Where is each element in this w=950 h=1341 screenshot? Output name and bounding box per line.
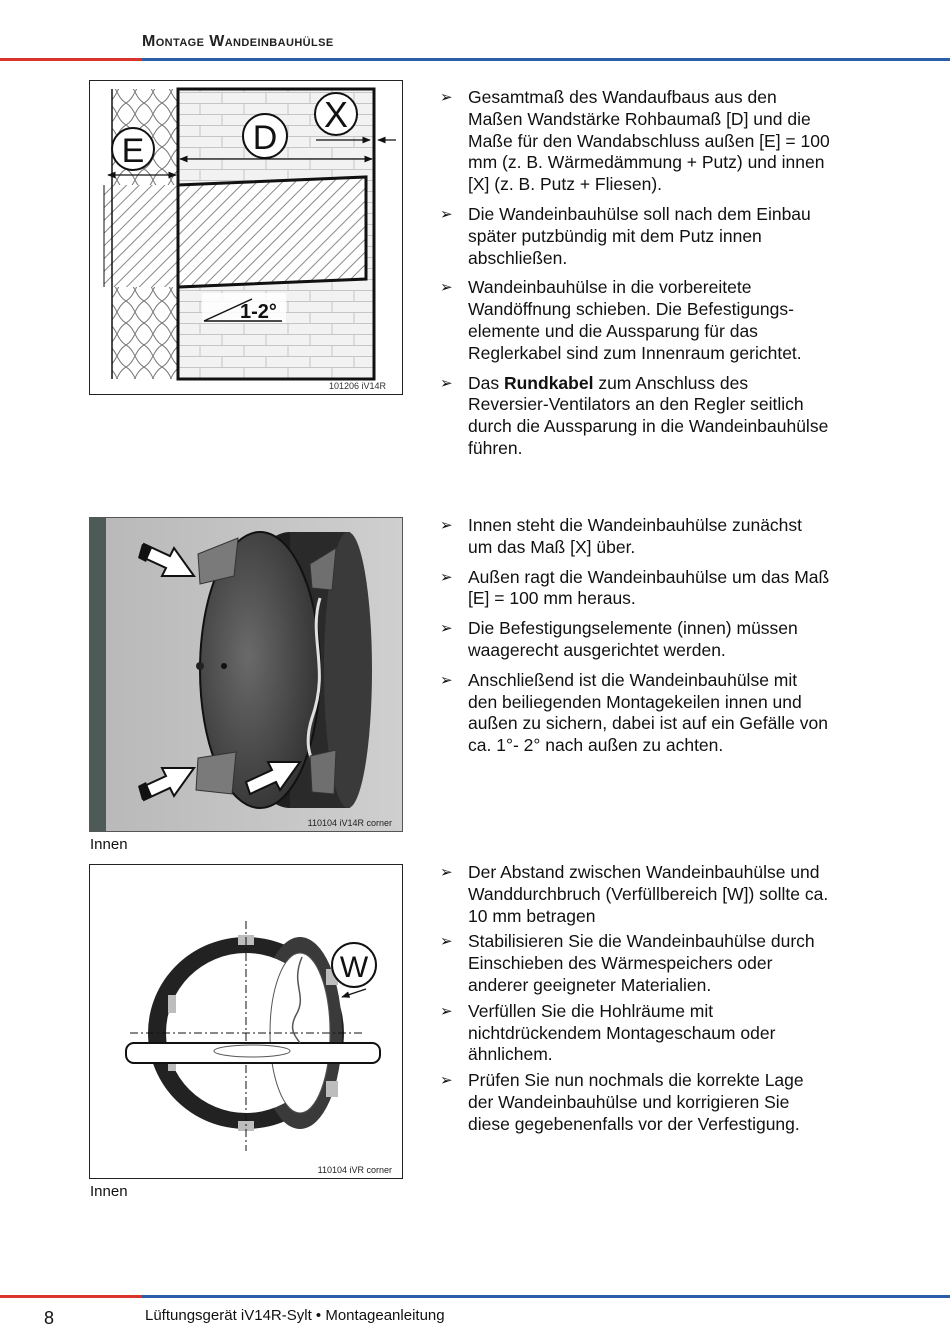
list-item: ➢ Das Rundkabel zum Anschluss des Reversier-Ventilators an den Regler seitlich durch die Aussparung in die Wandeinbauhülse führen. xyxy=(440,372,829,458)
figure-code: 110104 iVR corner xyxy=(317,1165,392,1175)
angle-label: 1-2° xyxy=(240,301,277,323)
figure-caption: Innen xyxy=(90,836,128,853)
emphasis: Rundkabel xyxy=(503,372,594,393)
bullet-arrow-icon: ➢ xyxy=(440,374,453,392)
bullet-arrow-icon: ➢ xyxy=(440,671,453,689)
footer-rule-red xyxy=(0,1295,142,1298)
label-e: E xyxy=(121,132,145,170)
bullet-arrow-icon: ➢ xyxy=(440,933,453,951)
section-title: Montage Wandeinbauhülse xyxy=(142,33,334,50)
list-item: ➢ Die Befestigungselemente (innen) müssen waagerecht ausgerichtet werden. xyxy=(440,618,798,660)
bullet-arrow-icon: ➢ xyxy=(440,620,453,638)
list-item: ➢ Stabilisieren Sie die Wandeinbauhülse durch Einschieben des Wärmespeichers oder anderer geeigneter Materialien. xyxy=(440,931,815,995)
list-item: ➢ Verfüllen Sie die Hohlräume mit nichtdrückendem Montageschaum oder ähnlichem. xyxy=(440,1000,776,1065)
header-rule-blue xyxy=(142,58,950,61)
footer-rule-blue xyxy=(142,1295,950,1298)
list-item: ➢ Wandeinbauhülse in die vorbereitete Wandöffnung schieben. Die Befestigungs-elemente und die Aussparung für das Reglerkabel sind zum Innenraum gerichtet. xyxy=(440,277,802,363)
label-w: W xyxy=(339,951,369,984)
label-d: D xyxy=(252,119,278,157)
list-item: ➢ Außen ragt die Wandeinbauhülse um das Maß [E] = 100 mm heraus. xyxy=(440,566,830,609)
list-item: ➢ Anschließend ist die Wandeinbauhülse mit den beiliegenden Montagekeilen innen und außen zu sichern, dabei ist auf ein Gefälle von ca. 1°- 2° nach außen zu achten. xyxy=(440,669,828,756)
figure-code: 101206 iV14R xyxy=(328,381,386,391)
page-number: 8 xyxy=(44,1308,55,1328)
list-item: ➢ Der Abstand zwischen Wandeinbauhülse und Wanddurchbruch (Verfüllbereich [W]) sollte ca. 10 mm betragen xyxy=(440,862,829,926)
figure-caption: Innen xyxy=(90,1183,128,1200)
instruction-list-2 xyxy=(440,515,830,765)
figure-code: 110104 iV14R corner xyxy=(307,818,392,828)
bullet-arrow-icon: ➢ xyxy=(440,279,453,297)
list-item: ➢ Innen steht die Wandeinbauhülse zunächst um das Maß [X] über. xyxy=(440,515,803,557)
bullet-arrow-icon: ➢ xyxy=(440,1072,453,1090)
instruction-list-1 xyxy=(440,87,830,468)
label-x: X xyxy=(323,94,349,135)
list-item: ➢ Prüfen Sie nun nochmals die korrekte Lage der Wandeinbauhülse und korrigieren Sie diese gegebenenfalls vor der Verfestigung. xyxy=(440,1070,804,1134)
bullet-arrow-icon: ➢ xyxy=(440,205,453,223)
header-rule-red xyxy=(0,58,142,61)
sleeve-drawing-figure xyxy=(89,864,403,1179)
bullet-arrow-icon: ➢ xyxy=(440,1002,453,1020)
sleeve-photo-figure xyxy=(89,517,403,832)
list-item: ➢ Gesamtmaß des Wandaufbaus aus den Maßen Wandstärke Rohbaumaß [D] und die Maße für den Wandabschluss außen [E] = 100 mm (z. B. Wärmedämmung + Putz) und innen [X] (z. B. Putz + Fliesen). xyxy=(440,87,830,195)
bullet-arrow-icon: ➢ xyxy=(440,864,453,881)
bullet-arrow-icon: ➢ xyxy=(440,568,453,586)
bullet-arrow-icon: ➢ xyxy=(440,517,453,534)
list-item: ➢ Die Wandeinbauhülse soll nach dem Einbau später putzbündig mit dem Putz innen abschließen. xyxy=(440,203,811,268)
wall-section-figure xyxy=(89,80,403,395)
bullet-arrow-icon: ➢ xyxy=(440,89,453,106)
instruction-list-3 xyxy=(440,862,830,1140)
footer-title: Lüftungsgerät iV14R-Sylt • Montageanleitung xyxy=(145,1307,445,1324)
